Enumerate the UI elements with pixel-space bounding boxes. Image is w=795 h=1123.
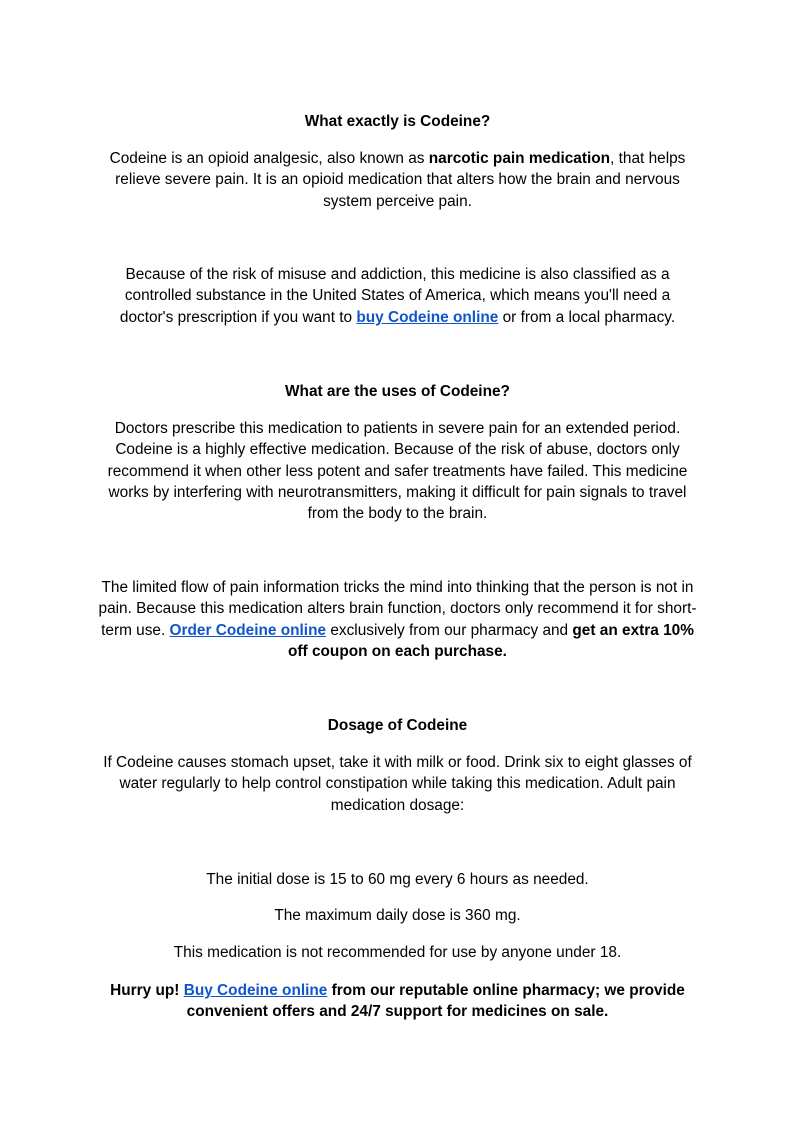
limited-bold: get an extra 10% off coupon on each purchase. [288, 621, 694, 660]
risk-text-2: or from a local pharmacy. [498, 308, 676, 326]
initial-dose-line: The initial dose is 15 to 60 mg every 6 hours as needed. [206, 871, 589, 888]
limited-text-1: The limited flow of pain information tricks the mind into thinking that the person is not in pain. Because this medication alters brain function, doctors only recommend it for short-term use. [98, 579, 697, 639]
order-codeine-link[interactable]: Order Codeine online [169, 621, 327, 639]
limited-text-2: exclusively from our pharmacy and [326, 621, 573, 639]
heading-dosage: Dosage of Codeine [327, 717, 468, 734]
buy-codeine-link[interactable]: buy Codeine online [356, 308, 499, 326]
risk-text-1: Because of the risk of misuse and addiction, this medicine is also classified as a controlled substance in the United States of America, which means you'll need a doctor's prescription if you want to [119, 266, 671, 326]
intro-text-2: , that helps relieve severe pain. It is an opioid medication that alters how the brain and nervous system perceive pain. [115, 150, 686, 210]
paragraph-intro [96, 148, 699, 212]
intro-bold: narcotic pain medication [428, 150, 611, 167]
intro-text-1: Codeine is an opioid analgesic, also known as [109, 150, 429, 167]
paragraph-uses: Doctors prescribe this medication to patients in severe pain for an extended period. Codeine is a highly effective medication. Because of the risk of abuse, doctors only recommend it when other less potent and safer treatments have failed. This medicine works by interfering with neurotransmitters, making it difficult for pain signals to travel from the body to the brain. [107, 420, 688, 523]
age-note-line: This medication is not recommended for use by anyone under 18. [173, 944, 622, 961]
max-dose-line: The maximum daily dose is 360 mg. [274, 907, 521, 924]
closing-bold-1: Hurry up! [110, 982, 184, 999]
paragraph-closing [96, 980, 699, 1023]
paragraph-risk [96, 264, 699, 328]
buy-codeine-online-link[interactable]: Buy Codeine online [183, 982, 328, 999]
paragraph-dosage: If Codeine causes stomach upset, take it with milk or food. Drink six to eight glasses of water regularly to help control constipation while taking this medication. Adult pain medication dosage: [103, 754, 692, 814]
paragraph-limited-flow [96, 577, 699, 662]
closing-bold-2: from our reputable online pharmacy; we provide convenient offers and 24/7 support for medicines on sale. [186, 982, 685, 1021]
heading-uses: What are the uses of Codeine? [285, 383, 510, 400]
heading-what-is-codeine: What exactly is Codeine? [304, 113, 491, 130]
